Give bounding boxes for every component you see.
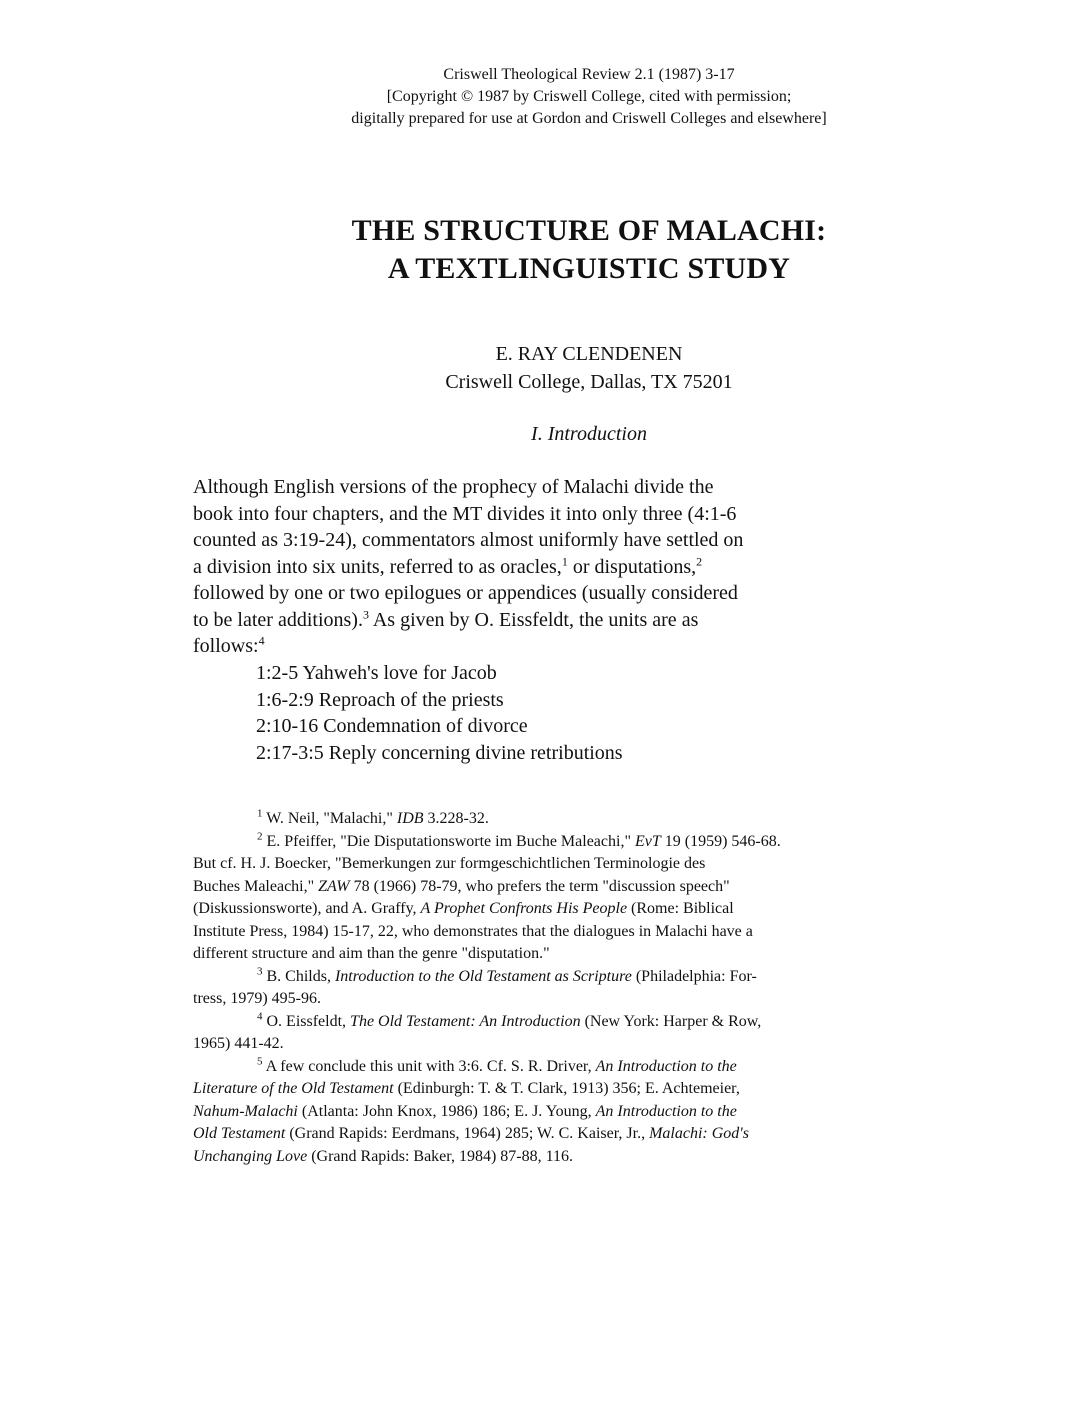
list-item: 1:6-2:9 Reproach of the priests bbox=[256, 688, 504, 711]
header-digital-line: digitally prepared for use at Gordon and Criswell Colleges and elsewhere] bbox=[351, 110, 827, 127]
footnote-1: $^1$ W. Neil, "Malachi," IDB 3.228-32. bbox=[257, 807, 489, 827]
title-line-1: THE STRUCTURE OF MALACHI: bbox=[351, 214, 827, 247]
footnote-4: $^4$ O. Eissfeldt, The Old Testament: An Introduction (New York: Harper & Row, 1965) 441-42. bbox=[193, 1010, 762, 1052]
footnote-3: $^3$ B. Childs, Introduction to the Old Testament as Scripture (Philadelphia: For- tress, 1979) 495-96. bbox=[193, 965, 757, 1007]
body-line: counted as 3:19-24), commentators almost uniformly have settled on bbox=[193, 529, 744, 551]
author-affiliation: Criswell College, Dallas, TX 75201 bbox=[445, 371, 733, 393]
body-line bbox=[193, 554, 853, 581]
list-item: 2:17-3:5 Reply concerning divine retributions bbox=[256, 741, 623, 764]
header-copyright-line: [Copyright © 1987 by Criswell College, cited with permission; bbox=[386, 88, 792, 105]
footnote-number: 1 bbox=[257, 807, 263, 820]
body-line bbox=[193, 633, 853, 660]
section-heading: I. Introduction bbox=[531, 423, 647, 445]
author-name: E. RAY CLENDENEN bbox=[495, 343, 683, 365]
body-line: book into four chapters, and the MT divides it into only three (4:1-6 bbox=[193, 502, 737, 525]
body-text: to be later additions). bbox=[193, 608, 363, 631]
body-line bbox=[193, 607, 853, 634]
footnote-number: 4 bbox=[257, 1010, 263, 1023]
body-text: or disputations, bbox=[567, 555, 697, 578]
footnote-5: $^5$ A few conclude this unit with 3:6. Cf. S. R. Driver, An Introduction to the Literature of the Old Testament (Edinburgh: T. & T. Clark, 1913) 356; E. Achtemeier, Nahum-Malachi (Atlanta: John Knox, 1986) 186; E. J. Young, An Introduction to the Old Testament (Grand Rapids: Eerdmans, 1964) 285; W. C. Kaiser, Jr., Malachi: God's Unchanging Love (Grand Rapids: Baker, 1984) 87-88, 116. bbox=[193, 1055, 749, 1165]
footnote-ref-4[interactable]: 4 bbox=[258, 633, 265, 648]
body-text: follows: bbox=[193, 635, 259, 657]
body-paragraph bbox=[193, 474, 853, 660]
author-block bbox=[244, 340, 934, 396]
footnote-ref-3[interactable]: 3 bbox=[362, 606, 369, 621]
title-line-2: A TEXTLINGUISTIC STUDY bbox=[387, 252, 791, 285]
units-list bbox=[256, 660, 856, 766]
header-journal-line: Criswell Theological Review 2.1 (1987) 3-17 bbox=[443, 66, 735, 83]
list-item: 2:10-16 Condemnation of divorce bbox=[256, 715, 528, 737]
footnote-2: $^2$ E. Pfeiffer, "Die Disputationsworte im Buche Maleachi," EvT 19 (1959) 546-68. But cf. H. J. Boecker, "Bemerkungen zur formgeschichtlichen Terminologie des Buches Maleachi," ZAW 78 (1966) 78-79, who prefers the term "discussion speech" (Diskussionsworte), and A. Graffy, A Prophet Confronts His People (Rome: Biblical Institute Press, 1984) 15-17, 22, who demonstrates that the dialogues in Malachi have a different structure and aim than the genre "disputation." bbox=[193, 830, 781, 962]
footnotes bbox=[193, 808, 905, 1168]
body-line: followed by one or two epilogues or appendices (usually considered bbox=[193, 582, 738, 604]
body-text: As given by O. Eissfeldt, the units are as bbox=[368, 608, 699, 631]
article-title bbox=[244, 212, 934, 288]
list-item: 1:2-5 Yahweh's love for Jacob bbox=[256, 662, 497, 684]
footnote-ref-1[interactable]: 1 bbox=[561, 553, 568, 568]
citation-header bbox=[244, 64, 934, 130]
footnote-number: 2 bbox=[257, 830, 263, 843]
footnote-number: 5 bbox=[257, 1055, 263, 1068]
body-text: a division into six units, referred to as oracles, bbox=[193, 555, 562, 578]
footnote-ref-2[interactable]: 2 bbox=[696, 553, 703, 568]
footnote-number: 3 bbox=[257, 965, 263, 978]
body-line: Although English versions of the prophecy of Malachi divide the bbox=[193, 476, 714, 498]
